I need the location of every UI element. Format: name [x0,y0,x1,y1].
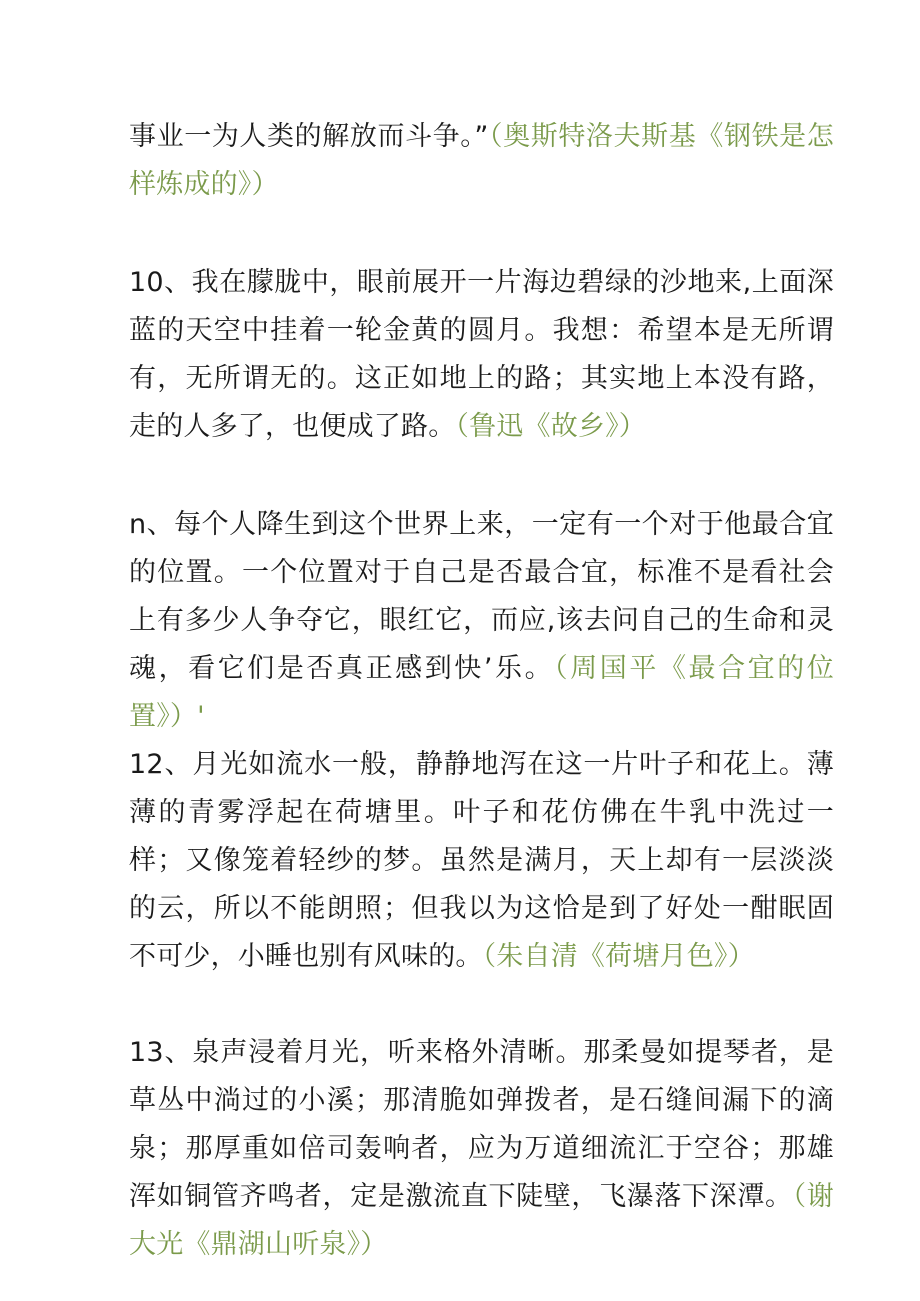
quote-text: n、每个人降生到这个世界上来，一定有一个对于他最合宜的位置。一个位置对于自己是否最合宜，标准不是看社会上有多少人争夺它，眼红它，而应,该去问自己的生命和灵魂，看它们是否真正感到快’乐。 [129,509,834,684]
quote-source: （周国平《最合宜的位置》）' [129,653,834,732]
quote-source: （朱自清《荷塘月色》） [482,941,755,972]
quote-text: 13、泉声浸着月光，听来格外清晰。那柔曼如提琴者，是草丛中淌过的小溪；那清脆如弹拨者，是石缝间漏下的滴泉；那厚重如倍司轰响者，应为万道细流汇于空谷；那雄浑如铜管齐鸣者，定是激流直下陡壁，飞瀑落下深潭。 [129,1037,834,1212]
quote-text: 事业一为人类的解放而斗争。” [129,121,489,152]
quote-text: 10、我在朦胧中，眼前展开一片海边碧绿的沙地来,上面深蓝的天空中挂着一轮金黄的圆月。我想：希望本是无所谓有，无所谓无的。这正如地上的路；其实地上本没有路，走的人多了，也便成了路。 [129,267,834,442]
quote-entry [129,501,834,741]
quote-entry [129,259,834,451]
quote-text: 12、月光如流水一般，静静地泻在这一片叶子和花上。薄薄的青雾浮起在荷塘里。叶子和花仿佛在牛乳中洗过一样；又像笼着轻纱的梦。虽然是满月，天上却有一层淡淡的云，所以不能朗照；但我以为这恰是到了好处一酣眠固不可少，小睡也别有风味的。 [129,749,834,972]
quote-source: （奥斯特洛夫斯基《钢铁是怎样炼成的》） [129,121,834,200]
quote-source: （谢大光《鼎湖山听泉》） [129,1181,834,1260]
quote-entry [129,113,834,209]
quote-entry [129,1029,834,1269]
quote-entry [129,741,834,981]
quote-source: （鲁迅《故乡》） [455,411,647,442]
